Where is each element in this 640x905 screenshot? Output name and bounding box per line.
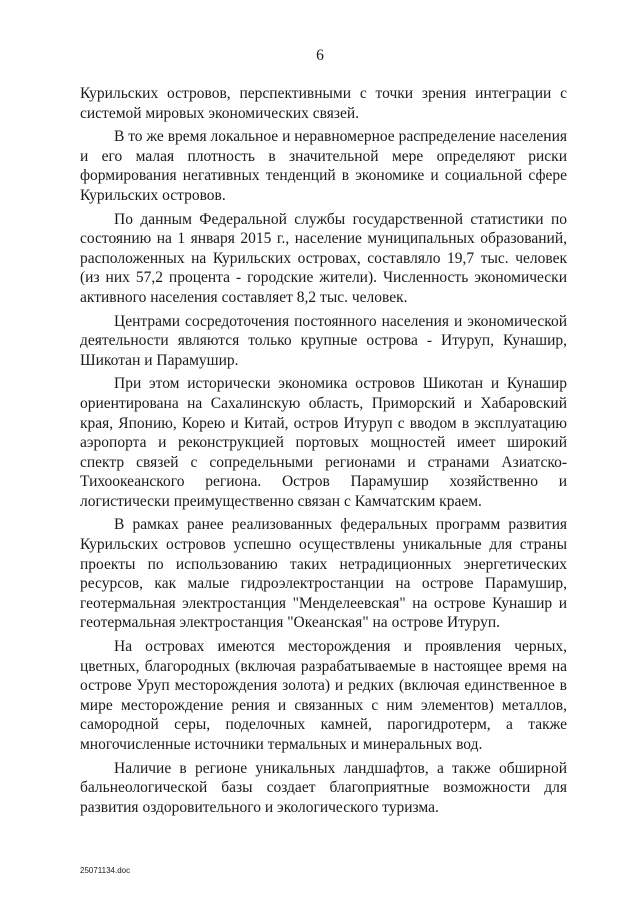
paragraph: В рамках ранее реализованных федеральных программ развития Курильских островов успешно осуществлены уникальные для страны проекты по использованию таких нетрадиционных энергетических ресурсов, как малые гидроэлектростанции на острове Парамушир, геотермальная электростанция "Менделеевская" на острове Кунашир и геотермальная электростанция "Океанская" на острове Итуруп.	[80, 516, 567, 632]
paragraph: При этом исторически экономика островов Шикотан и Кунашир ориентирована на Сахалинскую область, Приморский и Хабаровский края, Японию, Корею и Китай, остров Итуруп с вводом в эксплуатацию аэропорта и реконструкцией портовых мощностей имеет широкий спектр связей с сопредельными регионами и странами Азиатско-Тихоокеанского региона. Остров Парамушир хозяйственно и логистически преимущественно связан с Камчатским краем.	[80, 375, 567, 510]
paragraph: Курильских островов, перспективными с точки зрения интеграции с системой мировых экономических связей.	[80, 85, 567, 122]
document-body	[80, 84, 567, 817]
footer-filename: 25071134.doc	[80, 866, 131, 875]
paragraph: Наличие в регионе уникальных ландшафтов, а также обширной бальнеологической базы создает благоприятные возможности для развития оздоровительного и экологического туризма.	[80, 759, 567, 816]
paragraph: На островах имеются месторождения и проявления черных, цветных, благородных (включая разрабатываемые в настоящее время на острове Уруп месторождения золота) и редких (включая единственное в мире месторождение рения и связанных с ним элементов) металлов, самородной серы, поделочных камней, парогидротерм, а также многочисленные источники термальных и минеральных вод.	[80, 638, 567, 753]
page-number: 6	[316, 47, 324, 64]
paragraph: В то же время локальное и неравномерное распределение населения и его малая плотность в значительной мере определяют риски формирования негативных тенденций в экономике и социальной сфере Курильских островов.	[80, 128, 567, 204]
paragraph: По данным Федеральной службы государственной статистики по состоянию на 1 января 2015 г., население муниципальных образований, расположенных на Курильских островах, составляло 19,7 тыс. человек (из них 57,2 процента - городские жители). Численность экономически активного населения составляет 8,2 тыс. человек.	[80, 210, 567, 306]
paragraph: Центрами сосредоточения постоянного населения и экономической деятельности являются только крупные острова - Итуруп, Кунашир, Шикотан и Парамушир.	[80, 312, 567, 369]
